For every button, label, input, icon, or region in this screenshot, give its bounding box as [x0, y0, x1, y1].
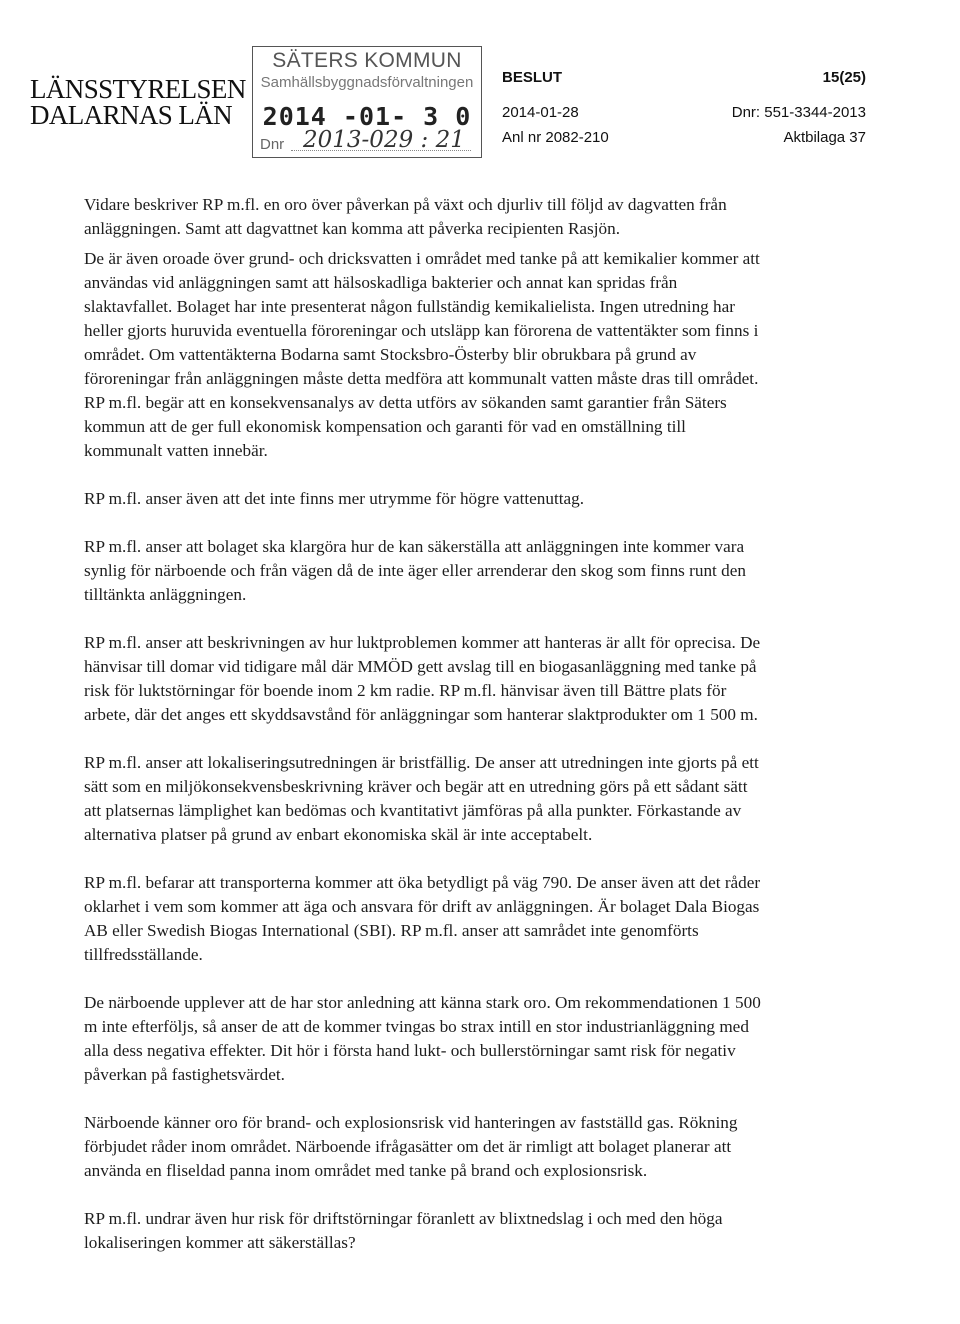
- stamp-title: SÄTERS KOMMUN: [272, 49, 462, 72]
- stamp-dnr-handwritten: 2013-029 : 21: [303, 127, 465, 153]
- appendix-label: Aktbilaga 37: [783, 129, 866, 146]
- stamp-dnr-label: Dnr: [260, 136, 285, 153]
- diary-number: Dnr: 551-3344-2013: [731, 104, 866, 121]
- paragraph: De är även oroade över grund- och dricksvatten i området med tanke på att kemikalier kommer att användas vid anläggningen samt att hälsoskadliga bakterier och annat kan spridas från slaktavfallet. Bolaget har inte presenterat någon fullständig kemikalielista. Ingen utredning har heller gjorts huruvida eventuella föroreningar och utsläpp kan förorena de vattentäkter som finns i området. Om vattentäkterna Bodarna samt Stocksbro-Österby blir obrukbara på grund av föroreningar från anläggningen måste detta medföra att kommunalt vatten måste dras till området. RP m.fl. begär att en konsekvensanalys av detta utförs av sökanden samt garantier från Säters kommun att de ger full ekonomisk kompensation och garanti för vad en omställning till kommunalt vatten innebär.: [84, 249, 760, 460]
- paragraph: RP m.fl. anser att bolaget ska klargöra hur de kan säkerställa att anläggningen inte kommer vara synlig för närboende och från vägen då de inte äger eller arrenderar den skog som finns runt den tilltänkta anläggningen.: [84, 537, 746, 604]
- paragraph: De närboende upplever att de har stor anledning att känna stark oro. Om rekommendationen 1 500 m inte efterföljs, så anser de att de kommer tvingas bo strax intill en stor industrianläggning med alla dess negativa effekter. Dit hör i första hand lukt- och bullerstörningar samt risk för negativ påverkan på fastighetsvärdet.: [84, 993, 761, 1084]
- paragraph: RP m.fl. befarar att transporterna kommer att öka betydligt på väg 790. De anser även att det råder oklarhet i vem som kommer att äga och ansvara för drift av anläggningen. Är bolaget Dala Biogas AB eller Swedish Biogas International (SBI). RP m.fl. anser att samrådet inte genomförts tillfredsställande.: [84, 873, 761, 964]
- received-stamp: [252, 46, 482, 158]
- document-date: 2014-01-28: [502, 104, 579, 121]
- page-number: 15(25): [822, 69, 866, 86]
- paragraph: RP m.fl. anser även att det inte finns mer utrymme för högre vattenuttag.: [84, 489, 585, 508]
- paragraph: Närboende känner oro för brand- och explosionsrisk vid hanteringen av fastställd gas. Rökning förbjudet råder inom området. Närboende ifrågasätter om det är rimligt att bolaget planerar att använda en fliseldad panna inom området med tanke på brand och explosionsrisk.: [84, 1113, 738, 1180]
- stamp-subtitle: Samhällsbyggnadsförvaltningen: [260, 74, 474, 91]
- paragraph: Vidare beskriver RP m.fl. en oro över påverkan på växt och djurliv till följd av dagvatten från anläggningen. Samt att dagvattnet kan komma att påverka recipienten Rasjön.: [84, 195, 727, 238]
- paragraph: RP m.fl. anser att beskrivningen av hur luktproblemen kommer att hanteras är allt för oprecisa. De hänvisar till domar vid tidigare mål där MMÖD gett avslag till en biogasanläggning med tanke på risk för luktstörningar för boende inom 2 km radie. RP m.fl. hänvisar även till Bättre plats för arbete, där det anges ett skyddsavstånd för anläggningar som hanterar slaktprodukter om 1 500 m.: [84, 633, 761, 724]
- logo-line-2: DALARNAS LÄN: [30, 100, 233, 130]
- agency-logo: [30, 76, 246, 128]
- document-type: BESLUT: [502, 69, 562, 86]
- document-body: [84, 193, 764, 1279]
- logo-line-1: LÄNSSTYRELSEN: [30, 74, 246, 104]
- annex-number: Anl nr 2082-210: [502, 129, 609, 146]
- paragraph: RP m.fl. undrar även hur risk för driftstörningar föranlett av blixtnedslag i och med den höga lokaliseringen kommer att säkerställas?: [84, 1209, 723, 1252]
- paragraph: RP m.fl. anser att lokaliseringsutredningen är bristfällig. De anser att utredningen inte gjorts på ett sätt som en miljökonsekvensbeskrivning kräver och begär att en utredning görs på ett sådant sätt att platsernas lämplighet kan bedömas och kvantitativt jämföras på alla punkter. Förkastande av alternativa platser på grund av enbart ekonomiska skäl är inte acceptabelt.: [84, 753, 759, 844]
- stamp-date: 2014 -01- 3 0: [262, 102, 472, 131]
